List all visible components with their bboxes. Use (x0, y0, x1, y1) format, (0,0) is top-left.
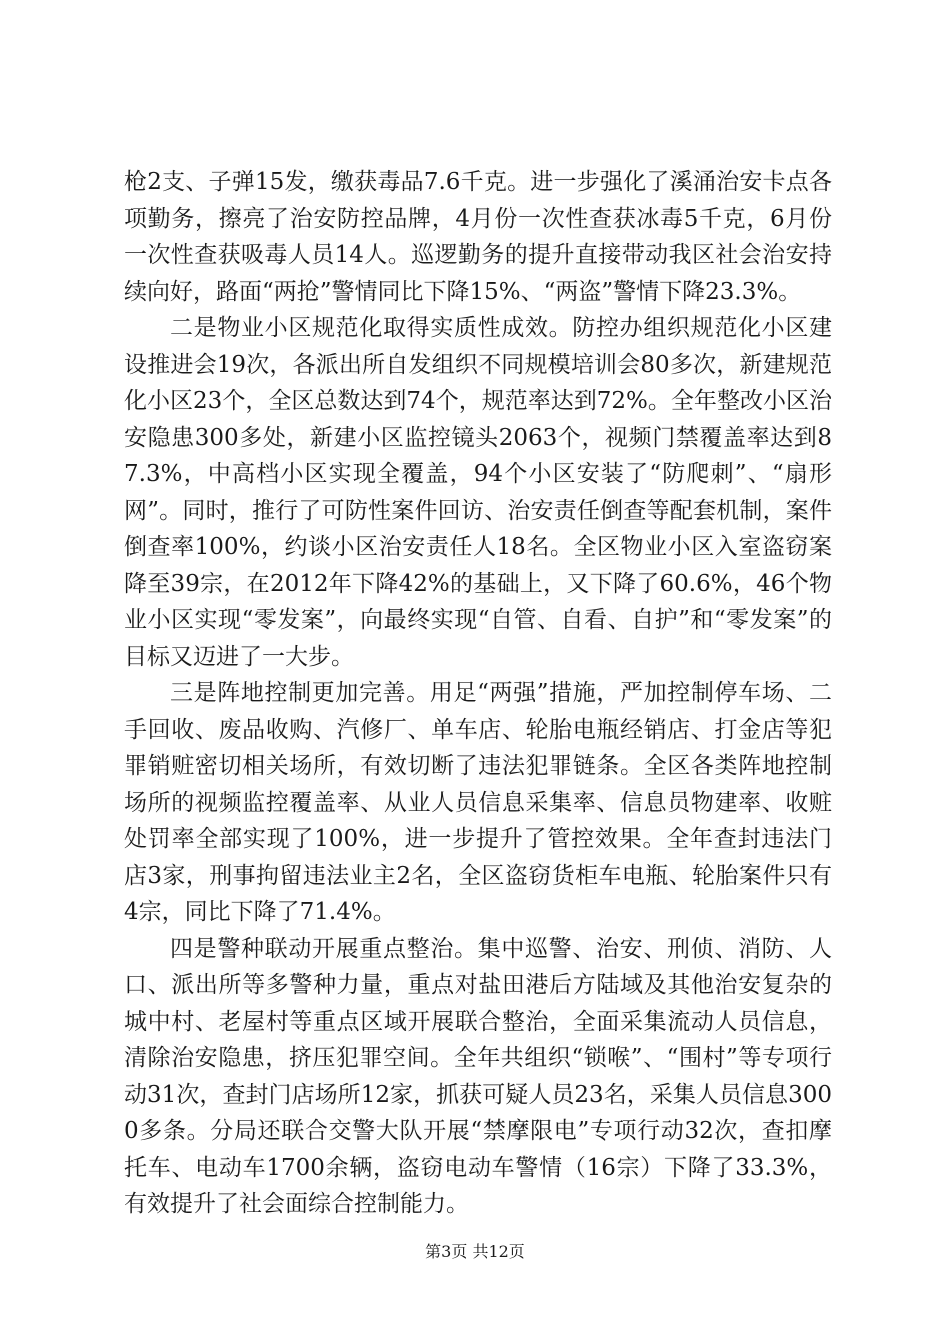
paragraph-position-control: 三是阵地控制更加完善。用足“两强”措施，严加控制停车场、二手回收、废品收购、汽修厂、单车店、轮胎电瓶经销店、打金店等犯罪销赃密切相关场所，有效切断了违法犯罪链条。全区各类阵地控制场所的视频监控覆盖率、从业人员信息采集率、信息员物建率、收赃处罚率全部实现了100%，进一步提升了管控效果。全年查封违法门店3家，刑事拘留违法业主2名，全区盗窃货柜车电瓶、轮胎案件只有4宗，同比下降了71.4%。 (124, 680, 832, 925)
document-body (124, 164, 832, 1223)
paragraph-property-communities: 二是物业小区规范化取得实质性成效。防控办组织规范化小区建设推进会19次，各派出所自发组织不同规模培训会80多次，新建规范化小区23个，全区总数达到74个，规范率达到72%。全年整改小区治安隐患300多处，新建小区监控镜头2063个，视频门禁覆盖率达到87.3%，中高档小区实现全覆盖，94个小区安装了“防爬刺”、“扇形网”。同时，推行了可防性案件回访、治安责任倒查等配套机制，案件倒查率100%，约谈小区治安责任人18名。全区物业小区入室盗窃案降至39宗，在2012年下降42%的基础上，又下降了60.6%，46个物业小区实现“零发案”，向最终实现“自管、自看、自护”和“零发案”的目标又迈进了一大步。 (124, 315, 832, 670)
page-footer: 第3页 共12页 (425, 1242, 525, 1261)
paragraph-joint-operations: 四是警种联动开展重点整治。集中巡警、治安、刑侦、消防、人口、派出所等多警种力量，重点对盐田港后方陆域及其他治安复杂的城中村、老屋村等重点区域开展联合整治，全面采集流动人员信息，清除治安隐患，挤压犯罪空间。全年共组织“锁喉”、“围村”等专项行动31次，查封门店场所12家，抓获可疑人员23名，采集人员信息3000多条。分局还联合交警大队开展“禁摩限电”专项行动32次，查扣摩托车、电动车1700余辆，盗窃电动车警情（16宗）下降了33.3%，有效提升了社会面综合控制能力。 (124, 935, 832, 1217)
paragraph-continuation: 枪2支、子弹15发，缴获毒品7.6千克。进一步强化了溪涌治安卡点各项勤务，擦亮了治安防控品牌，4月份一次性查获冰毒5千克，6月份一次性查获吸毒人员14人。巡逻勤务的提升直接带动我区社会治安持续向好，路面“两抢”警情同比下降15%、“两盗”警情下降23.3%。 (124, 169, 832, 305)
